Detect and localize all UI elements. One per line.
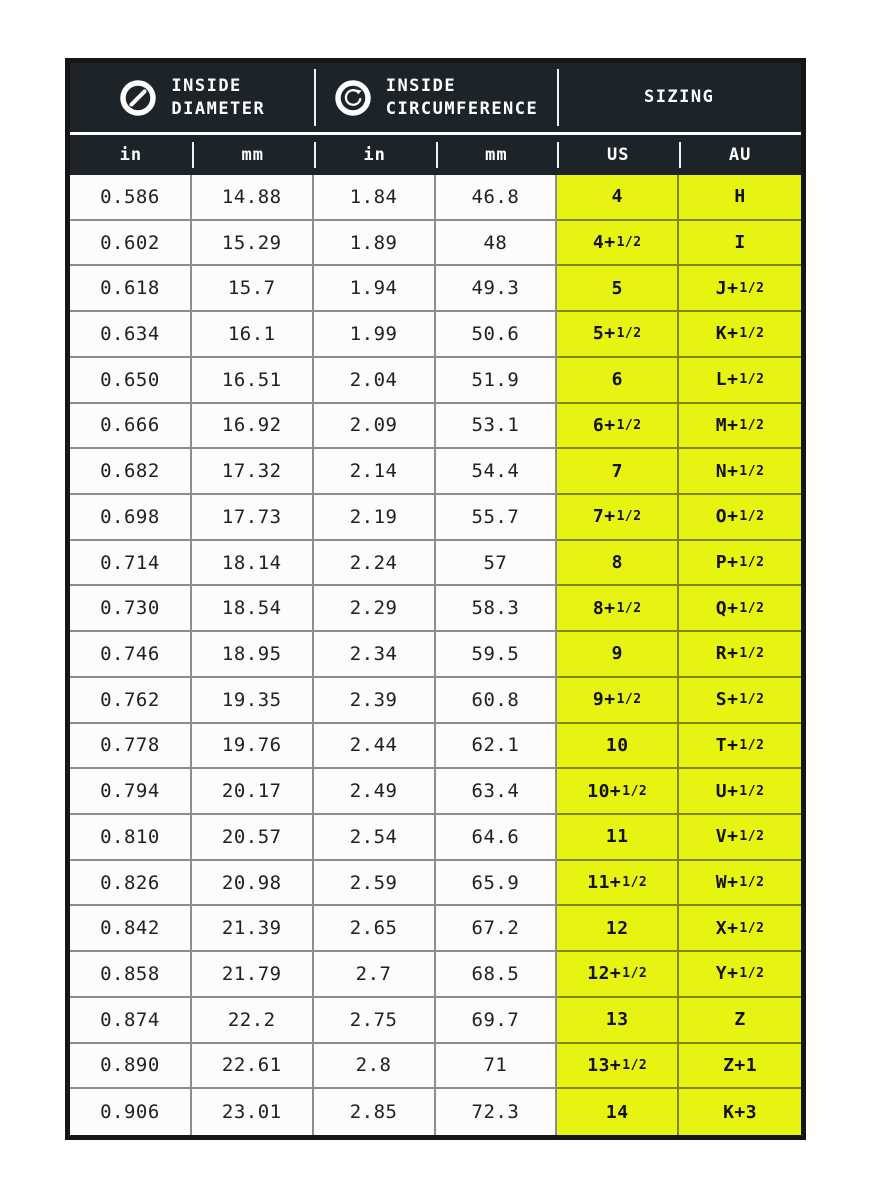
measurement-cell: 2.19 bbox=[314, 495, 436, 541]
measurement-cell: 0.858 bbox=[70, 952, 192, 998]
measurement-cell: 0.634 bbox=[70, 312, 192, 358]
measurement-cell: 69.7 bbox=[436, 998, 558, 1044]
measurement-cell: 1.99 bbox=[314, 312, 436, 358]
measurement-cell: 2.44 bbox=[314, 724, 436, 770]
measurement-cell: 2.75 bbox=[314, 998, 436, 1044]
size-cell: H bbox=[679, 175, 801, 221]
half-fraction: 1/2 bbox=[739, 692, 765, 708]
half-fraction: 1/2 bbox=[739, 783, 765, 799]
half-fraction: 1/2 bbox=[622, 783, 648, 799]
table-header-groups bbox=[70, 63, 801, 132]
half-fraction: 1/2 bbox=[739, 417, 765, 433]
measurement-cell: 21.79 bbox=[192, 952, 314, 998]
half-fraction: 1/2 bbox=[622, 875, 648, 891]
half-fraction: 1/2 bbox=[616, 509, 642, 525]
measurement-cell: 20.57 bbox=[192, 815, 314, 861]
size-cell: Y+ 1/2 bbox=[679, 952, 801, 998]
measurement-cell: 22.61 bbox=[192, 1044, 314, 1090]
size-cell: I bbox=[679, 221, 801, 267]
size-cell: 9+ 1/2 bbox=[557, 678, 679, 724]
size-cell: 10 bbox=[557, 724, 679, 770]
size-cell: 14 bbox=[557, 1089, 679, 1135]
measurement-cell: 62.1 bbox=[436, 724, 558, 770]
half-fraction: 1/2 bbox=[739, 555, 765, 571]
measurement-cell: 1.94 bbox=[314, 266, 436, 312]
column-headers bbox=[70, 135, 801, 175]
size-cell: 11 bbox=[557, 815, 679, 861]
size-cell: 10+ 1/2 bbox=[557, 769, 679, 815]
header-group-label bbox=[644, 86, 714, 108]
column-header-au-size: AU bbox=[679, 135, 801, 175]
size-cell: Z+1 bbox=[679, 1044, 801, 1090]
measurement-cell: 15.7 bbox=[192, 266, 314, 312]
size-cell: 8 bbox=[557, 541, 679, 587]
size-cell: X+ 1/2 bbox=[679, 906, 801, 952]
measurement-cell: 49.3 bbox=[436, 266, 558, 312]
half-fraction: 1/2 bbox=[739, 463, 765, 479]
half-fraction: 1/2 bbox=[739, 372, 765, 388]
measurement-cell: 1.84 bbox=[314, 175, 436, 221]
measurement-cell: 51.9 bbox=[436, 358, 558, 404]
half-fraction: 1/2 bbox=[739, 966, 765, 982]
measurement-cell: 2.09 bbox=[314, 404, 436, 450]
measurement-cell: 18.14 bbox=[192, 541, 314, 587]
measurement-cell: 0.842 bbox=[70, 906, 192, 952]
measurement-cell: 54.4 bbox=[436, 449, 558, 495]
measurement-cell: 16.1 bbox=[192, 312, 314, 358]
half-fraction: 1/2 bbox=[616, 600, 642, 616]
measurement-cell: 17.32 bbox=[192, 449, 314, 495]
size-cell: V+ 1/2 bbox=[679, 815, 801, 861]
measurement-cell: 67.2 bbox=[436, 906, 558, 952]
half-fraction: 1/2 bbox=[739, 875, 765, 891]
measurement-cell: 2.39 bbox=[314, 678, 436, 724]
measurement-cell: 23.01 bbox=[192, 1089, 314, 1135]
measurement-cell: 57 bbox=[436, 541, 558, 587]
measurement-cell: 1.89 bbox=[314, 221, 436, 267]
circumference-icon bbox=[333, 78, 373, 118]
column-header-diameter-mm: mm bbox=[192, 135, 314, 175]
half-fraction: 1/2 bbox=[739, 920, 765, 936]
measurement-cell: 2.24 bbox=[314, 541, 436, 587]
half-fraction: 1/2 bbox=[616, 326, 642, 342]
size-cell: N+ 1/2 bbox=[679, 449, 801, 495]
measurement-cell: 2.34 bbox=[314, 632, 436, 678]
size-cell: S+ 1/2 bbox=[679, 678, 801, 724]
half-fraction: 1/2 bbox=[739, 600, 765, 616]
measurement-cell: 14.88 bbox=[192, 175, 314, 221]
size-cell: 7+ 1/2 bbox=[557, 495, 679, 541]
table-body bbox=[70, 175, 801, 1135]
size-cell: O+ 1/2 bbox=[679, 495, 801, 541]
measurement-cell: 16.92 bbox=[192, 404, 314, 450]
measurement-cell: 64.6 bbox=[436, 815, 558, 861]
header-group-inside-diameter bbox=[70, 63, 314, 132]
half-fraction: 1/2 bbox=[616, 235, 642, 251]
size-cell: K+3 bbox=[679, 1089, 801, 1135]
diameter-icon bbox=[118, 78, 158, 118]
measurement-cell: 0.666 bbox=[70, 404, 192, 450]
column-header-us-size: US bbox=[557, 135, 679, 175]
size-cell: K+ 1/2 bbox=[679, 312, 801, 358]
header-label-line: CIRCUMFERENCE bbox=[385, 98, 539, 119]
size-cell: W+ 1/2 bbox=[679, 861, 801, 907]
measurement-cell: 2.49 bbox=[314, 769, 436, 815]
measurement-cell: 59.5 bbox=[436, 632, 558, 678]
size-cell: 12 bbox=[557, 906, 679, 952]
column-header-circumference-in: in bbox=[314, 135, 436, 175]
header-group-inside-circumference bbox=[314, 63, 558, 132]
size-cell: 5+ 1/2 bbox=[557, 312, 679, 358]
size-cell: 6+ 1/2 bbox=[557, 404, 679, 450]
measurement-cell: 0.618 bbox=[70, 266, 192, 312]
measurement-cell: 2.04 bbox=[314, 358, 436, 404]
measurement-cell: 46.8 bbox=[436, 175, 558, 221]
measurement-cell: 55.7 bbox=[436, 495, 558, 541]
measurement-cell: 48 bbox=[436, 221, 558, 267]
measurement-cell: 58.3 bbox=[436, 586, 558, 632]
measurement-cell: 53.1 bbox=[436, 404, 558, 450]
measurement-cell: 2.8 bbox=[314, 1044, 436, 1090]
size-cell: 6 bbox=[557, 358, 679, 404]
measurement-cell: 71 bbox=[436, 1044, 558, 1090]
measurement-cell: 0.794 bbox=[70, 769, 192, 815]
measurement-cell: 0.906 bbox=[70, 1089, 192, 1135]
measurement-cell: 68.5 bbox=[436, 952, 558, 998]
measurement-cell: 0.810 bbox=[70, 815, 192, 861]
measurement-cell: 0.714 bbox=[70, 541, 192, 587]
size-cell: Q+ 1/2 bbox=[679, 586, 801, 632]
measurement-cell: 0.746 bbox=[70, 632, 192, 678]
header-label-line: INSIDE bbox=[385, 76, 457, 97]
measurement-cell: 2.85 bbox=[314, 1089, 436, 1135]
half-fraction: 1/2 bbox=[739, 737, 765, 753]
measurement-cell: 20.98 bbox=[192, 861, 314, 907]
size-cell: 4 bbox=[557, 175, 679, 221]
column-header-diameter-in: in bbox=[119, 145, 143, 165]
measurement-cell: 22.2 bbox=[192, 998, 314, 1044]
measurement-cell: 60.8 bbox=[436, 678, 558, 724]
measurement-cell: 65.9 bbox=[436, 861, 558, 907]
measurement-cell: 2.54 bbox=[314, 815, 436, 861]
measurement-cell: 0.826 bbox=[70, 861, 192, 907]
measurement-cell: 63.4 bbox=[436, 769, 558, 815]
half-fraction: 1/2 bbox=[739, 829, 765, 845]
header-label-line: SIZING bbox=[643, 87, 715, 108]
measurement-cell: 2.59 bbox=[314, 861, 436, 907]
measurement-cell: 2.14 bbox=[314, 449, 436, 495]
ring-size-chart bbox=[65, 58, 806, 1140]
size-cell: 13+ 1/2 bbox=[557, 1044, 679, 1090]
header-group-sizing bbox=[557, 63, 801, 132]
half-fraction: 1/2 bbox=[622, 1057, 648, 1073]
measurement-cell: 2.7 bbox=[314, 952, 436, 998]
half-fraction: 1/2 bbox=[739, 509, 765, 525]
half-fraction: 1/2 bbox=[622, 966, 648, 982]
header-group-label bbox=[171, 75, 265, 119]
header-label-line: INSIDE bbox=[171, 76, 242, 97]
measurement-cell: 0.650 bbox=[70, 358, 192, 404]
size-cell: Z bbox=[679, 998, 801, 1044]
size-cell: 4+ 1/2 bbox=[557, 221, 679, 267]
size-cell: M+ 1/2 bbox=[679, 404, 801, 450]
half-fraction: 1/2 bbox=[739, 326, 765, 342]
measurement-cell: 0.698 bbox=[70, 495, 192, 541]
half-fraction: 1/2 bbox=[616, 692, 642, 708]
half-fraction: 1/2 bbox=[739, 280, 765, 296]
size-cell: R+ 1/2 bbox=[679, 632, 801, 678]
measurement-cell: 16.51 bbox=[192, 358, 314, 404]
size-cell: 7 bbox=[557, 449, 679, 495]
measurement-cell: 19.76 bbox=[192, 724, 314, 770]
size-cell: P+ 1/2 bbox=[679, 541, 801, 587]
measurement-cell: 18.95 bbox=[192, 632, 314, 678]
size-cell: T+ 1/2 bbox=[679, 724, 801, 770]
half-fraction: 1/2 bbox=[739, 646, 765, 662]
measurement-cell: 0.778 bbox=[70, 724, 192, 770]
measurement-cell: 72.3 bbox=[436, 1089, 558, 1135]
measurement-cell: 0.730 bbox=[70, 586, 192, 632]
measurement-cell: 0.890 bbox=[70, 1044, 192, 1090]
size-cell: L+ 1/2 bbox=[679, 358, 801, 404]
measurement-cell: 50.6 bbox=[436, 312, 558, 358]
measurement-cell: 0.682 bbox=[70, 449, 192, 495]
measurement-cell: 0.874 bbox=[70, 998, 192, 1044]
measurement-cell: 2.65 bbox=[314, 906, 436, 952]
measurement-cell: 0.586 bbox=[70, 175, 192, 221]
size-cell: U+ 1/2 bbox=[679, 769, 801, 815]
size-cell: 9 bbox=[557, 632, 679, 678]
measurement-cell: 17.73 bbox=[192, 495, 314, 541]
header-group-label bbox=[386, 75, 539, 119]
measurement-cell: 0.602 bbox=[70, 221, 192, 267]
measurement-cell: 21.39 bbox=[192, 906, 314, 952]
measurement-cell: 2.29 bbox=[314, 586, 436, 632]
measurement-cell: 19.35 bbox=[192, 678, 314, 724]
measurement-cell: 20.17 bbox=[192, 769, 314, 815]
size-cell: 13 bbox=[557, 998, 679, 1044]
size-cell: J+ 1/2 bbox=[679, 266, 801, 312]
half-fraction: 1/2 bbox=[616, 417, 642, 433]
size-cell: 8+ 1/2 bbox=[557, 586, 679, 632]
column-header-circumference-mm: mm bbox=[436, 135, 558, 175]
size-cell: 5 bbox=[557, 266, 679, 312]
header-label-line: DIAMETER bbox=[171, 98, 266, 119]
measurement-cell: 18.54 bbox=[192, 586, 314, 632]
size-cell: 11+ 1/2 bbox=[557, 861, 679, 907]
size-cell: 12+ 1/2 bbox=[557, 952, 679, 998]
measurement-cell: 0.762 bbox=[70, 678, 192, 724]
measurement-cell: 15.29 bbox=[192, 221, 314, 267]
